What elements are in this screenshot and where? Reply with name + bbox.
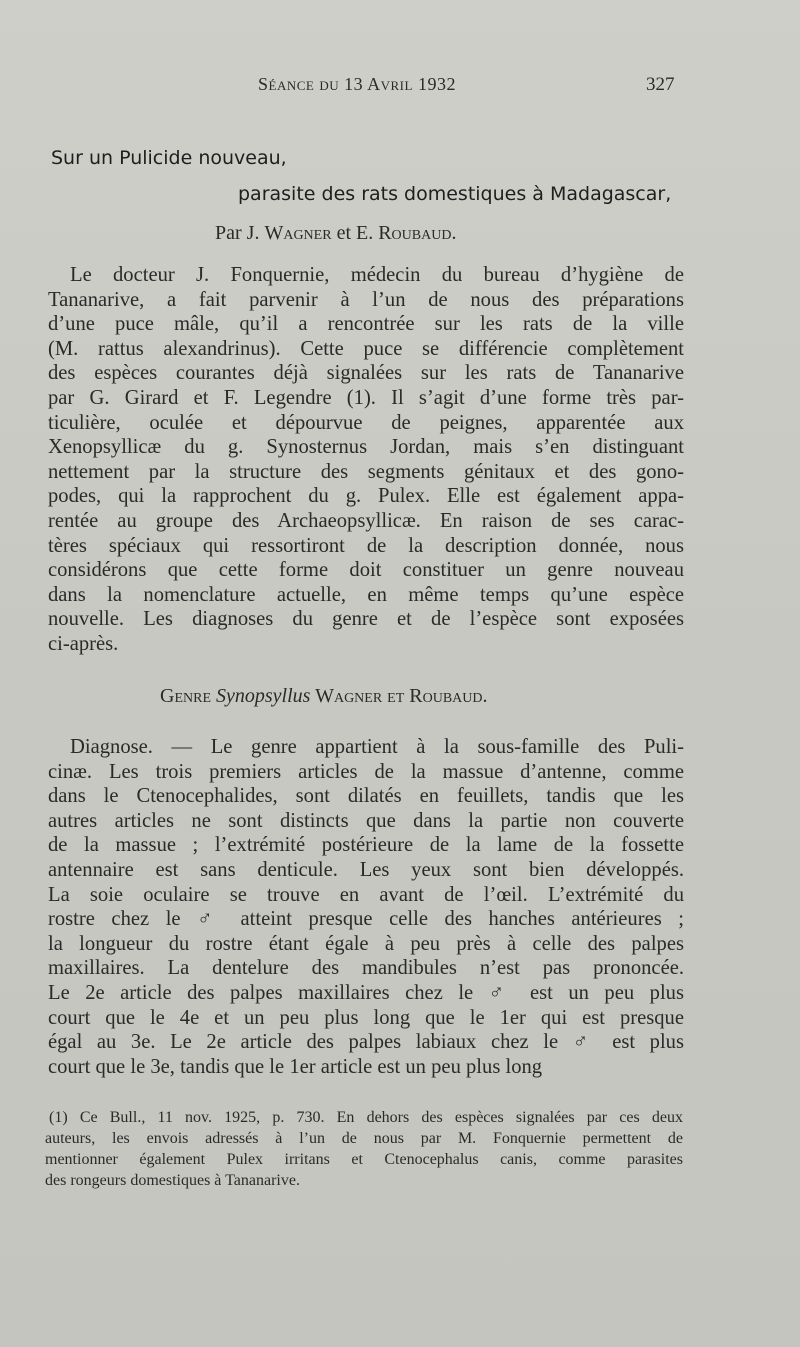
introduction-line: ticulière, oculée et dépourvue de peignes, apparentée aux (48, 411, 684, 434)
author-wagner: Wagner (264, 222, 332, 244)
genus-heading-prefix: Genre (160, 685, 216, 707)
byline-conjunction: et E. (331, 222, 379, 244)
introduction-line: podes, qui la rapprochent du g. Pulex. Elle est également appa- (48, 485, 684, 508)
footnote (45, 1107, 683, 1191)
byline (215, 222, 456, 245)
diagnosis-line: Le 2e article des palpes maxillaires chez le ♂ est un peu plus (48, 981, 684, 1004)
introduction-line: Tananarive, a fait parvenir à l’un de nous des préparations (48, 288, 684, 311)
diagnosis-line: rostre chez le ♂ atteint presque celle des hanches antérieures ; (48, 908, 684, 931)
diagnosis-line: court que le 4e et un peu plus long que le 1er qui est presque (48, 1006, 684, 1029)
introduction-line: rentée au groupe des Archaeopsyllicæ. En raison de ses carac- (48, 509, 684, 532)
diagnosis-line: maxillaires. La dentelure des mandibules n’est pas prononcée. (48, 957, 684, 980)
introduction-paragraph (48, 263, 684, 657)
diagnosis-line: égal au 3e. Le 2e article des palpes labiaux chez le ♂ est plus (48, 1031, 684, 1054)
diagnosis-line: dans le Ctenocephalides, sont dilatés en feuillets, tandis que les (48, 785, 684, 808)
introduction-line: Le docteur J. Fonquernie, médecin du bureau d’hygiène de (70, 264, 684, 286)
introduction-line: nettement par la structure des segments génitaux et des gono- (48, 460, 684, 483)
diagnosis-line: Diagnose. — Le genre appartient à la sous-famille des Puli- (70, 736, 684, 758)
genus-authors: Wagner et Roubaud. (310, 685, 488, 707)
introduction-line: (M. rattus alexandrinus). Cette puce se différencie complètement (48, 337, 684, 360)
article-title-line-1: Sur un Pulicide nouveau, (51, 147, 287, 169)
diagnosis-paragraph (48, 735, 684, 1079)
footnote-line: des rongeurs domestiques à Tananarive. (45, 1172, 300, 1189)
byline-suffix: . (451, 222, 457, 244)
diagnosis-line: cinæ. Les trois premiers articles de la massue d’antenne, comme (48, 760, 684, 783)
genus-name: Synopsyllus (216, 685, 311, 707)
diagnosis-line: court que le 3e, tandis que le 1er article est un peu plus long (48, 1055, 543, 1078)
introduction-line: ci-après. (48, 632, 119, 655)
introduction-line: d’une puce mâle, qu’il a rencontrée sur les rats de la ville (48, 313, 684, 336)
introduction-line: Xenopsyllicæ du g. Synosternus Jordan, mais s’en distinguant (48, 436, 684, 459)
article-title-line-2: parasite des rats domestiques à Madagascar, (238, 183, 672, 205)
diagnosis-line: La soie oculaire se trouve en avant de l’œil. L’extrémité du (48, 883, 684, 906)
author-roubaud: Roubaud (378, 222, 452, 244)
introduction-line: par G. Girard et F. Legendre (1). Il s’agit d’une forme très par- (48, 386, 684, 409)
diagnosis-line: la longueur du rostre étant égale à peu près à celle des palpes (48, 932, 684, 955)
genus-heading (160, 685, 488, 708)
diagnosis-line: antennaire est sans denticule. Les yeux sont bien développés. (48, 858, 684, 881)
running-head-title: Séance du 13 Avril 1932 (258, 74, 456, 94)
diagnosis-line: autres articles ne sont distincts que dans la partie non couverte (48, 809, 684, 832)
introduction-line: tères spéciaux qui ressortiront de la description donnée, nous (48, 534, 684, 557)
footnote-line: mentionner également Pulex irritans et Ctenocephalus canis, comme parasites (45, 1151, 683, 1168)
footnote-line: (1) Ce Bull., 11 nov. 1925, p. 730. En dehors des espèces signalées par ces deux (49, 1109, 683, 1126)
introduction-line: dans la nomenclature actuelle, en même temps qu’une espèce (48, 583, 684, 606)
running-head (0, 74, 800, 100)
introduction-line: nouvelle. Les diagnoses du genre et de l’espèce sont exposées (48, 608, 684, 631)
byline-prefix: Par J. (215, 222, 265, 244)
footnote-line: auteurs, les envois adressés à l’un de nous par M. Fonquernie permettent de (45, 1130, 683, 1147)
page-number: 327 (646, 74, 675, 95)
introduction-line: considérons que cette forme doit constituer un genre nouveau (48, 559, 684, 582)
diagnosis-line: de la massue ; l’extrémité postérieure de la lame de la fossette (48, 834, 684, 857)
introduction-line: des espèces courantes déjà signalées sur les rats de Tananarive (48, 362, 684, 385)
